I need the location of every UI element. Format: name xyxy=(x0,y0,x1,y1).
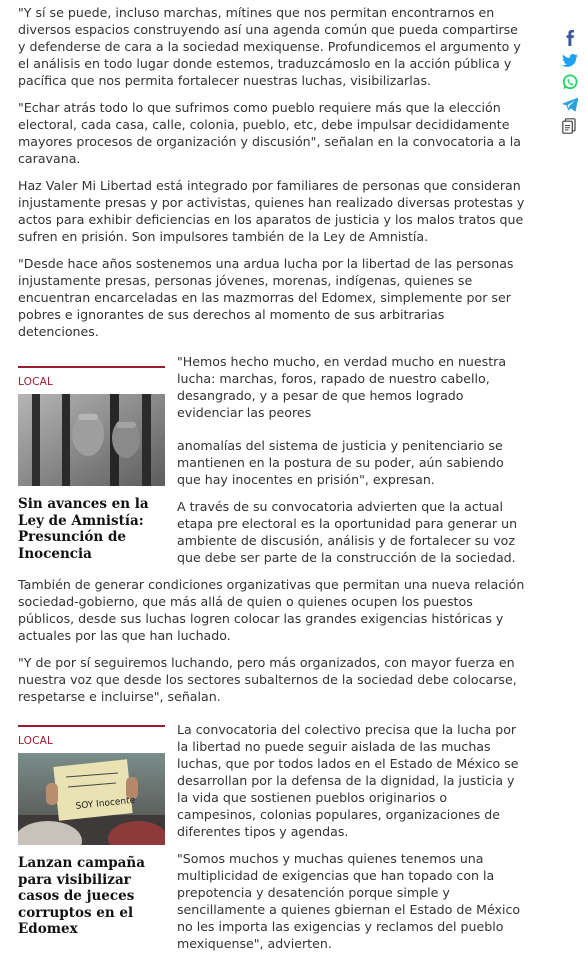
copy-document-icon[interactable] xyxy=(562,118,576,134)
article-paragraph: "Hemos hecho mucho, en verdad mucho en nuestra lucha: marchas, foros, rapado de nuestro cabello, desangrado, y a pesar de que hemos logrado evidenciar las peores xyxy=(177,354,507,420)
article-paragraph: "Echar atrás todo lo que sufrimos como pueblo requiere más que la elección electoral, cada casa, calle, colonia, pueblo, etc, debe impulsar decididamente mayores procesos de organización y discusión", señalan en la convocatoria a la caravana. xyxy=(18,100,522,166)
card-category-tag[interactable]: LOCAL xyxy=(18,735,54,747)
share-bar xyxy=(562,30,578,140)
protest-sign-photo[interactable] xyxy=(18,753,165,845)
twitter-icon[interactable] xyxy=(562,52,578,68)
prison-bars-image xyxy=(18,394,165,486)
related-article-card[interactable] xyxy=(18,366,165,562)
article-body xyxy=(18,0,526,962)
whatsapp-icon[interactable] xyxy=(562,74,578,90)
article-paragraph: "Y sí se puede, incluso marchas, mítines que nos permitan encontrarnos en diversos espacios construyendo así una agenda común que pueda compartirse y defenderse de cara a la sociedad mexiquense. Profundicemos el argumento y el análisis en todo lugar donde estemos, traduzcámoslo en la acción pública y pacífica que nos permita fortalecer nuestras luchas, visibilizarlas. xyxy=(18,5,521,88)
article-paragraph: "Desde hace años sostenemos una ardua lucha por la libertad de las personas injustamente presas, personas jóvenes, morenas, indígenas, quienes se encuentran encarceladas en las mazmorras del Edomex, simplemente por ser pobres e ignorantes de sus derechos al momento de sus arbitrarias detenciones. xyxy=(18,256,514,339)
card-headline[interactable]: Lanzan campaña para visibilizar casos de jueces corruptos en el Edomex xyxy=(18,855,145,937)
article-paragraph: anomalías del sistema de justicia y penitenciario se mantienen en la postura de su poder, aún sabiendo que hay inocentes en prisión", expresan. xyxy=(177,438,504,487)
related-article-card[interactable] xyxy=(18,725,165,938)
sign-text: SOY Inocente xyxy=(75,795,136,812)
article-paragraph: "Y de por sí seguiremos luchando, pero más organizados, con mayor fuerza en nuestra voz que desde los sectores subalternos de la sociedad debe colocarse, respetarse e incluirse", señalan. xyxy=(18,655,517,704)
card-category-tag[interactable]: LOCAL xyxy=(18,376,54,388)
card-headline[interactable]: Sin avances en la Ley de Amnistía: Presunción de Inocencia xyxy=(18,496,149,562)
article-paragraph: La convocatoria del colectivo precisa que la lucha por la libertad no puede seguir aislada de las muchas luchas, que por todos lados en el Estado de México se desarrollan por la defensa de la dignidad, la justicia y la vida que sostienen pueblos originarios o campesinos, colonias populares, organizaciones de diferentes tipos y agendas. xyxy=(177,722,519,839)
prison-bars-hands-photo[interactable] xyxy=(18,394,165,486)
article-paragraph: Haz Valer Mi Libertad está integrado por familiares de personas que consideran injustamente presas y por activistas, quienes han realizado diversas protestas y actos para exhibir deficiencias en los aparatos de justicia y los malos tratos que sufren en prisión. Son impulsores también de la Ley de Amnistía. xyxy=(18,178,525,244)
telegram-icon[interactable] xyxy=(562,96,578,112)
article-paragraph: "Somos muchos y muchas quienes tenemos una multiplicidad de exigencias que han topado con la prepotencia y desatención porque simple y sencillamente a quienes gbiernan el Estado de México no les importa las exigencias y reclamos del pueblo mexiquense", advierten. xyxy=(177,851,521,951)
article-paragraph: También de generar condiciones organizativas que permitan una nueva relación sociedad-gobierno, que más allá de quien o quienes ocupen los puestos públicos, desde sus luchas logren colocar las grandes exigencias históricas y actuales por las que han luchado. xyxy=(18,577,525,643)
article-paragraph: A través de su convocatoria advierten que la actual etapa pre electoral es la oportunidad para generar un ambiente de discusión, análisis y de fortalecer su voz que debe ser parte de la construcción de la sociedad. xyxy=(177,499,518,565)
facebook-icon[interactable] xyxy=(562,30,578,46)
protest-sign-image xyxy=(18,753,165,845)
